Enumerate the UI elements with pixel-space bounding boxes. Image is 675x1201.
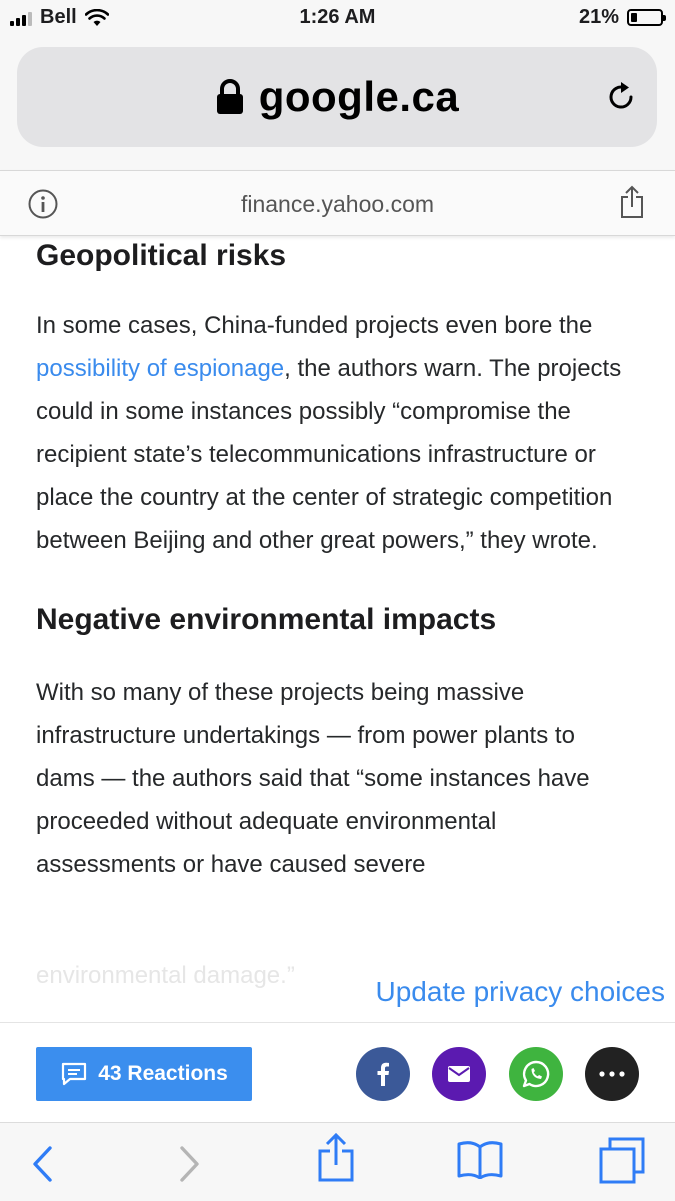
reload-icon[interactable] [607,80,637,112]
espionage-link[interactable]: possibility of espionage [36,355,285,382]
email-share-button[interactable] [432,1047,486,1101]
battery-percent: 21% [578,6,619,28]
status-right [579,6,663,29]
address-content [17,73,657,121]
article-body [36,234,646,886]
share-icon[interactable] [619,185,645,219]
article-paragraph: With so many of these projects being massive infrastructure undertakings — from power plants to dams — the authors said that “some instances have proceeded without adequate environmental assessments or have caused severe [36,679,590,878]
tabs-icon[interactable] [598,1137,646,1185]
forward-icon[interactable] [178,1145,202,1183]
status-bar [0,0,675,40]
more-icon [599,1071,625,1077]
bookmarks-icon[interactable] [456,1139,504,1179]
back-icon[interactable] [30,1145,54,1183]
article-paragraph [36,304,631,562]
reactions-label: 43 Reactions [98,1062,228,1085]
site-domain: finance.yahoo.com [240,191,435,217]
share-icon[interactable] [316,1133,356,1183]
comment-icon [60,1061,88,1087]
facebook-share-button[interactable] [356,1047,410,1101]
paragraph-text: , the authors warn. The projects could in some instances possibly “compromise the recipient state’s telecommunications infrastructure or place the country at the center of strategic competition between Beijing and other great powers,” they wrote. [36,355,622,554]
site-toolbar [0,170,675,236]
status-time: 1:26 AM [299,6,376,28]
section-heading: Geopolitical risks [36,239,287,272]
section-heading: Negative environmental impacts [36,603,497,636]
mail-icon [447,1065,471,1083]
whatsapp-share-button[interactable] [509,1047,563,1101]
paragraph-text: In some cases, China-funded projects even bore the [36,312,593,339]
faded-text: environmental damage.” [36,962,295,989]
reactions-button[interactable] [36,1047,252,1101]
carrier-label: Bell [40,6,77,28]
update-privacy-link[interactable]: Update privacy choices [375,976,665,1007]
browser-toolbar [0,1122,675,1201]
browser-chrome [0,40,675,170]
whatsapp-icon [521,1059,551,1089]
address-text: google.ca [258,73,460,120]
battery-icon [627,9,663,26]
battery-fill [631,13,637,22]
share-bar [0,1022,675,1123]
more-share-button[interactable] [585,1047,639,1101]
address-bar[interactable] [17,47,657,147]
facebook-icon [376,1062,390,1086]
lock-icon [215,79,245,115]
